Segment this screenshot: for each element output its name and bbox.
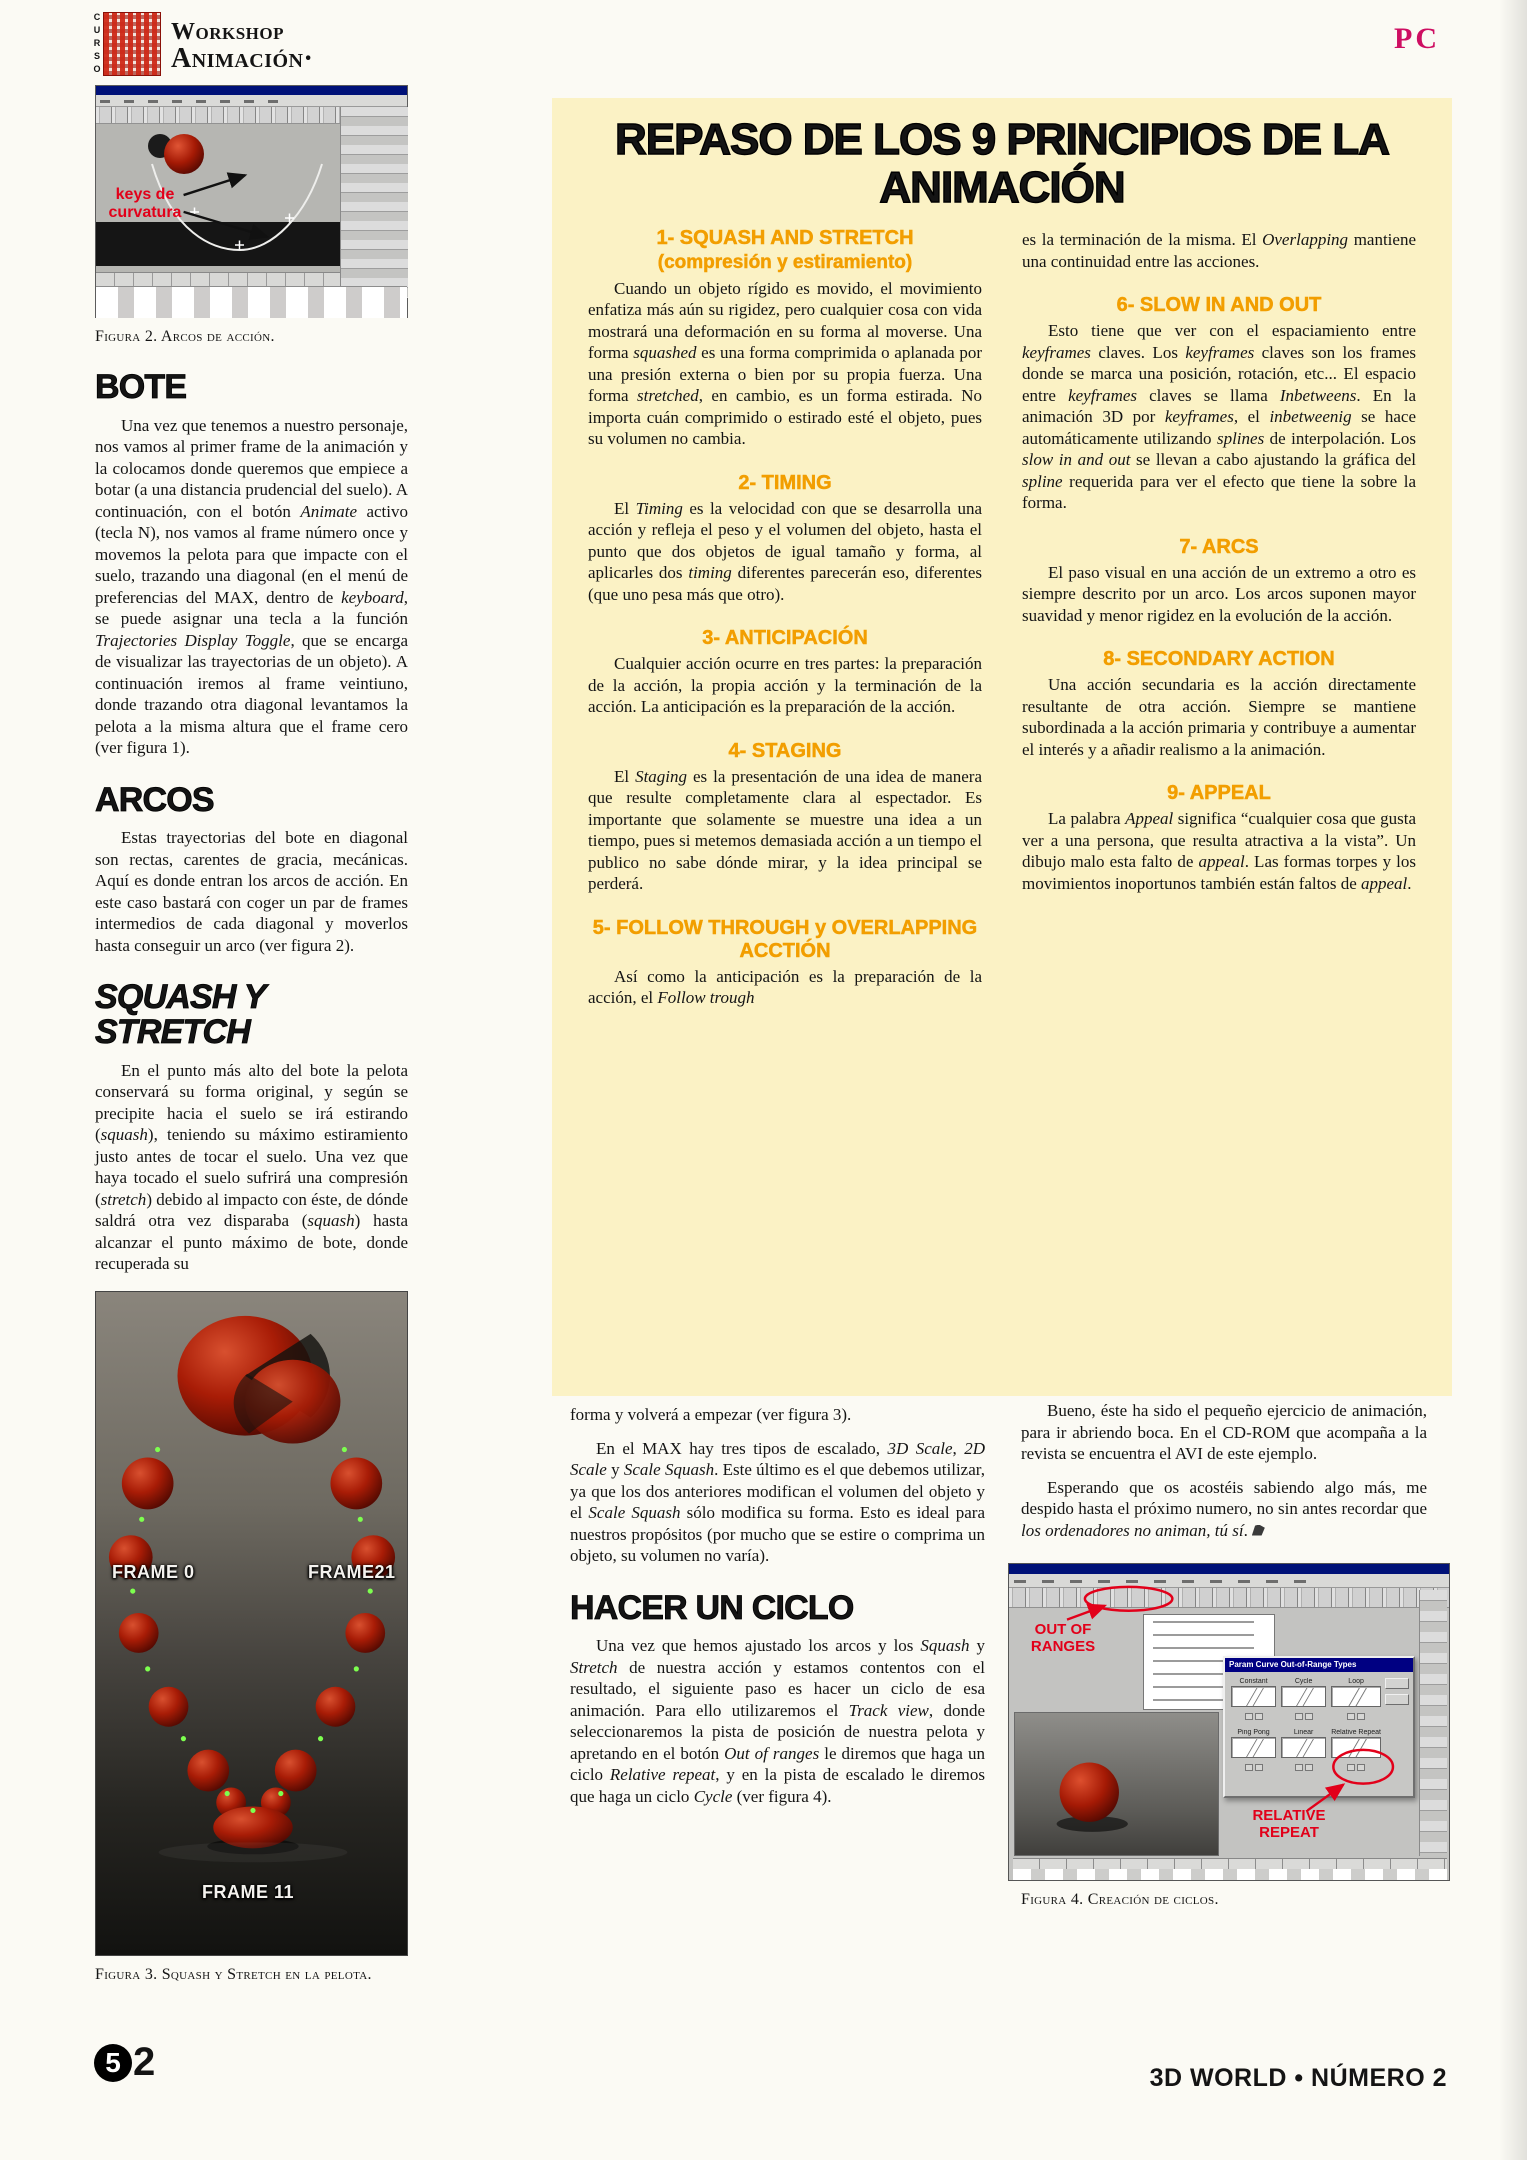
- middle-lower-column: [570, 1404, 985, 1819]
- fig4-option-label: Linear: [1293, 1729, 1314, 1736]
- figure-3-bouncing-ball-photo: [95, 1291, 408, 1956]
- principle-3: [588, 627, 982, 718]
- principle-7-heading: 7- ARCS: [1179, 535, 1259, 558]
- animacion-label: Animación·: [171, 43, 314, 75]
- figure-2-max-screenshot: [95, 85, 408, 318]
- forma-continuation-paragraph: forma y volverá a empezar (ver figura 3).: [570, 1405, 852, 1424]
- principle-9-heading: 9- APPEAL: [1167, 782, 1271, 805]
- principle-1: [588, 227, 982, 450]
- fig4-option-label: Relative Repeat: [1331, 1729, 1381, 1736]
- principle-2-heading: 2- TIMING: [738, 471, 832, 494]
- principle-5-body: Así como la anticipación es la preparación de la acción, el Follow trough: [588, 966, 982, 1008]
- principle-7: [1022, 536, 1416, 627]
- hacer-un-ciclo-heading: HACER UN CICLO: [570, 1588, 854, 1627]
- principle-8: [1022, 648, 1416, 760]
- max-escalado-paragraph: En el MAX hay tres tipos de escalado, 3D Scale, 2D Scale y Scale Squash. Este último es el que debemos utilizar, ya que los dos anteriores modifican el volumen del objeto y el Scale Squash sólo modifica su forma. Esto es ideal para nuestros propósitos (por mucho que se estire o comprima un objeto, su volumen no varía).: [570, 1438, 986, 1565]
- principle-3-heading: 3- ANTICIPACIÓN: [702, 627, 868, 650]
- curso-grid-icon: [103, 12, 161, 76]
- principle-2: [588, 472, 982, 606]
- magazine-footer: 3D WORLD • NÚMERO 2: [1149, 2064, 1447, 2092]
- principle-4: [588, 740, 982, 895]
- squash-stretch-paragraph: En el punto más alto del bote la pelota conservará su forma original, y según se precipite hacia el suelo se irá estirando (squash), teniendo su máximo estiramiento justo antes de tocar el suelo. Una vez que haya tocado el suelo sufrirá una compresión (stretch) debido al impacto con éste, de dónde saldrá otra vez disparaba (squash) hasta alcanzar el punto máximo de bote, donde recuperada su: [95, 1060, 408, 1274]
- principle-8-heading: 8- SECONDARY ACTION: [1103, 648, 1335, 671]
- esperando-text: Esperando que os acostéis sabiendo algo más, me despido hasta el próximo numero, no sin antes recordar que los ordenadores no animan, tú sí.: [1021, 1477, 1427, 1540]
- repaso-columns: [552, 227, 1452, 1021]
- page-number-digit: 2: [133, 2040, 155, 2084]
- principle-1-heading: 1- SQUASH AND STRETCH: [656, 227, 914, 250]
- principle-1-body: Cuando un objeto rígido es movido, el movimiento enfatiza más aún su rigidez, pero cualquier cosa con vida mostrará una deformación en su forma al moverse. Una forma squashed es una forma comprimida o aplanada por una presión externa o bien por su propia fuerza. Una forma stretched, en cambio, es un forma estirada. No importa cuán comprimido o estirado esté el objeto, pues su volumen no cambia.: [588, 278, 982, 449]
- fig4-option-label: Ping Pong: [1237, 1729, 1270, 1736]
- fig4-annotation-relative-repeat: RELATIVE REPEAT: [1252, 1807, 1326, 1841]
- end-of-article-icon: [1252, 1525, 1265, 1536]
- squash-stretch-heading: SQUASH Y STRETCH: [95, 978, 265, 1052]
- arcos-paragraph: Estas trayectorias del bote en diagonal son rectas, carentes de gracia, mecánicas. Aquí es donde entran los arcos de acción. En este caso bastará con coger un par de frames intermedios de cada diagonal y moverlos hasta conseguir un arco (ver figura 2).: [95, 828, 408, 955]
- page-number: [94, 2040, 154, 2085]
- principle-5-heading: 5- FOLLOW THROUGH y OVERLAPPING ACCTIÓN: [592, 916, 978, 962]
- figure-4-trackview-screenshot: [1008, 1563, 1450, 1881]
- fig4-dialog-title: Param Curve Out-of-Range Types: [1225, 1658, 1413, 1672]
- page-number-circle: 5: [94, 2044, 132, 2082]
- principle-9: [1022, 782, 1416, 894]
- repaso-panel: [552, 98, 1452, 1396]
- curso-vertical-label: CURSO: [92, 12, 102, 77]
- bote-heading: BOTE: [95, 368, 187, 406]
- fig3-photo-drawing: [96, 1292, 407, 1955]
- fig3-label-frame-11: FRAME 11: [202, 1881, 295, 1902]
- repaso-column-b: [1022, 227, 1416, 1021]
- principle-6-heading: 6- SLOW IN AND OUT: [1116, 294, 1322, 317]
- magazine-logo: [92, 12, 313, 76]
- esperando-paragraph: [1021, 1477, 1427, 1542]
- principle-7-body: El paso visual en una acción de un extremo a otro es siempre descrito por un arco. Los arcos suponen mayor suavidad y menor rigidez en la evolución de la acción.: [1022, 562, 1416, 625]
- fig4-annotation-overlay: [1009, 1564, 1449, 1880]
- principle-1-subheading: (compresión y estiramiento): [657, 252, 913, 274]
- fig4-option-label: Cycle: [1294, 1678, 1313, 1685]
- principle-5: [588, 917, 982, 1009]
- principle-4-body: El Staging es la presentación de una idea de manera que resulte completamente clara al espectador. Es importante que solamente se muestre una idea a un tiempo, pues si metemos demasiada acción a un tiempo el publico no sabe dónde mirar, y la idea principal se perderá.: [588, 766, 983, 894]
- principle-9-body: La palabra Appeal significa “cualquier cosa que gusta ver a una persona, que resulta atractiva a la vista”. Un dibujo malo esta falto de appeal. Las formas torpes y los movimientos inoportunos también están faltos de appeal.: [1022, 809, 1416, 893]
- workshop-label: Workshop: [171, 19, 285, 45]
- figure-2-caption: Figura 2. Arcos de acción.: [95, 328, 275, 345]
- figure-4-caption: Figura 4. Creación de ciclos.: [1021, 1891, 1219, 1908]
- principle-4-heading: 4- STAGING: [728, 739, 842, 762]
- fig2-annotation-arrows: [96, 86, 407, 317]
- principle-3-body: Cualquier acción ocurre en tres partes: la preparación de la acción, la propia acción y la terminación de la acción. La anticipación es la preparación de la acción.: [588, 654, 982, 717]
- bueno-paragraph: Bueno, éste ha sido el pequeño ejercicio de animación, para ir abriendo boca. En el CD-ROM que acompaña a la revista se encuentra el AVI de este ejemplo.: [1021, 1401, 1427, 1463]
- repaso-column-a: [588, 227, 982, 1021]
- fig4-option-label: Constant: [1239, 1678, 1268, 1685]
- principle-6-body: Esto tiene que ver con el espaciamiento entre keyframes claves. Los keyframes claves son los frames donde se marca una posición, rotación, etc... El espacio entre keyframes claves se llama Inbetweens. En la animación 3D por keyframes, el inbetweenig se hace automáticamente utilizando splines de interpolación. Los slow in and out se llevan a cabo ajustando la gráfica del spline requerida para ver el efecto que tiene la sobre la forma.: [1022, 321, 1417, 513]
- hacer-un-ciclo-paragraph: Una vez que hemos ajustado los arcos y los Squash y Stretch de nuestra acción y estamos contentos con el resultado, el siguiente paso es hacer un ciclo de esa animación. Para ello utilizaremos el Track view, donde seleccionaremos la pista de posición de nuestra pelota y apretando en el botón Out of ranges le diremos que haga un ciclo Relative repeat, y en la pista de escalado le diremos que haga un ciclo Cycle (ver figura 4).: [570, 1636, 985, 1806]
- principle-5-continuation: es la terminación de la misma. El Overlapping mantiene una continuidad entre las acciones.: [1022, 230, 1416, 271]
- fig4-annotation-out-of-ranges: OUT OF RANGES: [1030, 1621, 1096, 1655]
- figure-3-caption: Figura 3. Squash y Stretch en la pelota.: [95, 1965, 372, 1983]
- principle-2-body: El Timing es la velocidad con que se desarrolla una acción y refleja el peso y el volumen del objeto, hasta el punto que dos objetos de igual tamaño y forma, al aplicarles dos timing diferentes parecerán eso, diferentes (que uno pesa más que otro).: [588, 498, 982, 604]
- fig4-option-label: Loop: [1348, 1678, 1364, 1685]
- principle-6: [1022, 294, 1416, 514]
- pc-corner-label: PC: [1394, 22, 1440, 55]
- left-column: [95, 85, 408, 1984]
- bote-paragraph: Una vez que tenemos a nuestro personaje, nos vamos al primer frame de la animación y la colocamos donde queremos que empiece a botar (a una distancia prudencial del suelo). A continuación, con el botón Animate activo (tecla N), nos vamos al frame número once y movemos la pelota para que impacte con el suelo, trazando una diagonal (en el menú de preferencias del MAX, dentro de keyboard, se puede asignar una tecla a la función Trajectories Display Toggle, que se encarga de visualizar las trayectorias de un objeto). A continuación iremos al frame veintiuno, donde trazando otra diagonal levantamos la pelota a la misma altura que el frame cero (ver figura 1).: [95, 415, 408, 758]
- repaso-title: REPASO DE LOS 9 PRINCIPIOS DE LA ANIMACIÓN: [615, 115, 1389, 212]
- masthead-text: [171, 12, 313, 74]
- fig3-label-frame-21: FRAME21: [308, 1561, 396, 1582]
- principle-8-body: Una acción secundaria es la acción directamente resultante de otra acción. Siempre se mantiene subordinada a la acción primaria y contribuye a aumentar el interés y a añadir realismo a la animación.: [1022, 675, 1416, 759]
- fig3-label-frame-0: FRAME 0: [112, 1561, 195, 1582]
- arcos-heading: ARCOS: [95, 780, 214, 819]
- right-lower-column: [1021, 1400, 1427, 1909]
- fig2-annotation-keys-de-curvatura: keys de curvatura: [108, 186, 182, 221]
